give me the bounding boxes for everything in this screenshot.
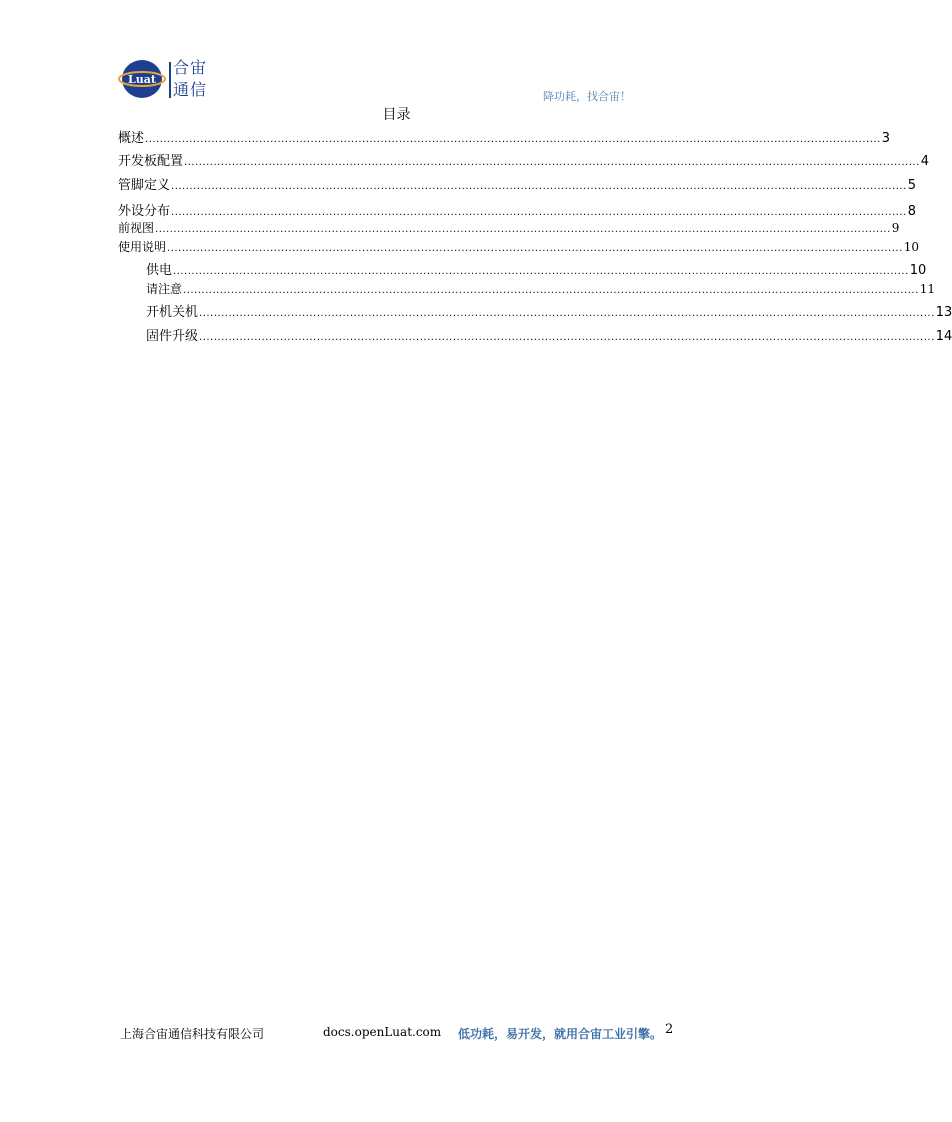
toc-entry-page: 14 [935, 329, 952, 344]
toc-entry-page: 11 [919, 282, 936, 296]
footer-url[interactable]: docs.openLuat.com [323, 1025, 442, 1039]
toc-leader-dots: ........................................................................................................................................................................................................ [199, 308, 935, 319]
page-number: 2 [665, 1022, 674, 1037]
toc-entry-label: 供电 [146, 263, 173, 278]
toc-entry-peripheral-layout[interactable] [118, 200, 917, 219]
toc-leader-dots: ........................................................................................................................................................................................................ [155, 224, 891, 235]
toc-entry-front-view[interactable] [118, 219, 900, 236]
logo-divider [169, 62, 171, 98]
toc-entry-page: 9 [891, 221, 900, 235]
luat-logo-icon [120, 58, 166, 100]
logo-line-2: 通信 [173, 80, 208, 99]
toc-entry-label: 固件升级 [146, 329, 199, 344]
toc-entry-page: 10 [909, 263, 927, 278]
toc-entry-usage[interactable] [118, 238, 920, 255]
toc-entry-power-on-off[interactable] [146, 301, 952, 320]
toc-leader-dots: ........................................................................................................................................................................................................ [171, 207, 907, 218]
toc-entry-firmware-upgrade[interactable] [146, 325, 952, 344]
toc-entry-pin-definition[interactable] [118, 174, 917, 193]
toc-entry-page: 3 [881, 131, 891, 146]
toc-entry-overview[interactable] [118, 127, 891, 146]
toc-entry-label: 前视图 [118, 221, 155, 235]
toc-leader-dots: ........................................................................................................................................................................................................ [199, 332, 935, 343]
toc-entry-label: 外设分布 [118, 204, 171, 219]
toc-entry-board-config[interactable] [118, 150, 930, 169]
toc-leader-dots: ........................................................................................................................................................................................................ [145, 134, 881, 145]
footer-company: 上海合宙通信科技有限公司 [120, 1027, 265, 1041]
toc-title: 目录 [382, 107, 411, 123]
toc-entry-page: 8 [907, 204, 917, 219]
toc-entry-page: 13 [935, 305, 952, 320]
toc-leader-dots: ........................................................................................................................................................................................................ [167, 243, 903, 254]
company-logo [120, 58, 215, 102]
toc-entry-page: 4 [920, 154, 930, 169]
toc-entry-label: 开发板配置 [118, 154, 184, 169]
toc-entry-power-supply[interactable] [146, 259, 927, 278]
page-footer [120, 1022, 680, 1045]
footer-slogan: 低功耗，易开发，就用合宙工业引擎。 [458, 1027, 663, 1041]
toc-leader-dots: ........................................................................................................................................................................................................ [171, 181, 907, 192]
toc-entry-label: 使用说明 [118, 240, 167, 254]
toc-leader-dots: ........................................................................................................................................................................................................ [173, 266, 909, 277]
toc-entry-notice[interactable] [146, 280, 936, 297]
toc-entry-label: 请注意 [146, 282, 183, 296]
logo-mark-text: Luat [128, 73, 156, 86]
toc-leader-dots: ........................................................................................................................................................................................................ [183, 285, 919, 296]
logo-wordmark [173, 57, 207, 101]
toc-entry-page: 5 [907, 178, 917, 193]
toc-entry-page: 10 [903, 240, 920, 254]
toc-entry-label: 概述 [118, 131, 145, 146]
toc-entry-label: 开机关机 [146, 305, 199, 320]
header-slogan: 降功耗，找合宙！ [543, 90, 631, 103]
toc-leader-dots: ........................................................................................................................................................................................................ [184, 157, 920, 168]
logo-line-1: 合宙 [173, 58, 208, 77]
toc-entry-label: 管脚定义 [118, 178, 171, 193]
